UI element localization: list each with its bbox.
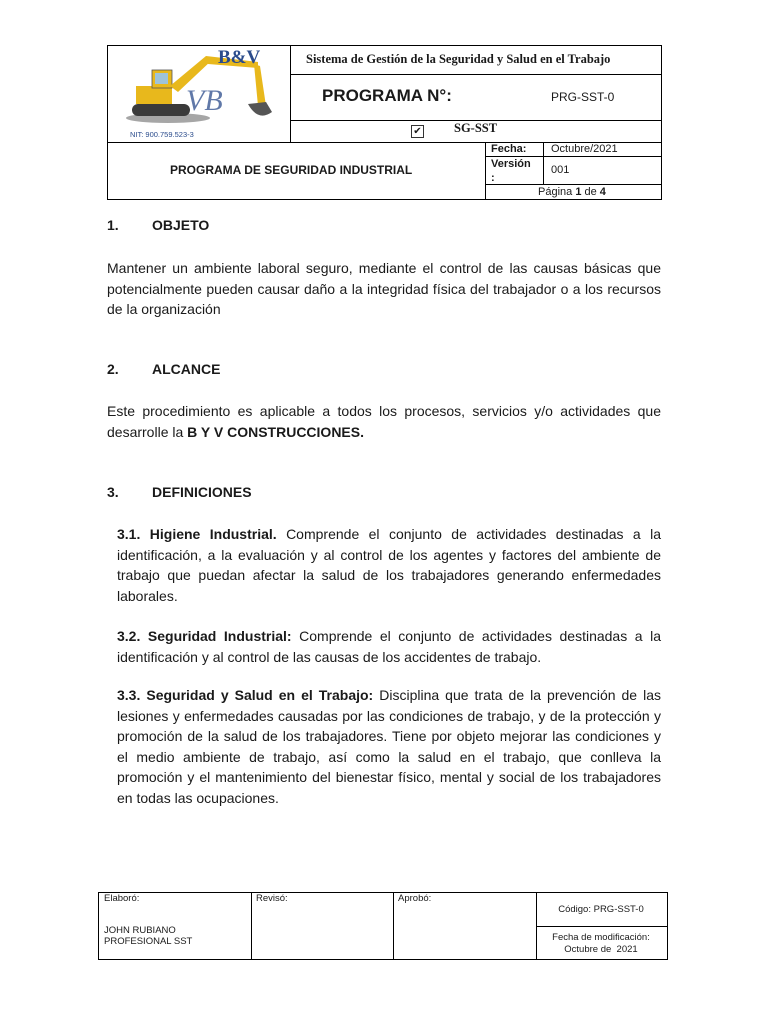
fecha-value: Octubre/2021 bbox=[551, 143, 618, 155]
modificacion-value: Octubre de 2021 bbox=[564, 944, 638, 955]
logo-monogram: VB bbox=[186, 84, 223, 117]
elaboro-role: PROFESIONAL SST bbox=[104, 936, 193, 947]
definition-item: 3.2. Seguridad Industrial: Comprende el conjunto de actividades destinadas a la identificación y al control de las causas de los accidentes de trabajo. bbox=[117, 628, 662, 665]
elaboro-label: Elaboró: bbox=[104, 893, 140, 904]
company-logo bbox=[108, 46, 290, 142]
section-heading-objeto: 1. OBJETO bbox=[107, 217, 210, 233]
programa-label: PROGRAMA N°: bbox=[322, 86, 452, 105]
objeto-paragraph: Mantener un ambiente laboral seguro, mediante el control de las causas básicas que potencialmente pueden causar daño a la integridad física del trabajador o a los recursos de la organización bbox=[107, 260, 661, 317]
company-name: B Y V CONSTRUCCIONES. bbox=[187, 423, 365, 440]
elaboro-name: JOHN RUBIANO bbox=[104, 925, 176, 936]
fecha-label: Fecha: bbox=[491, 143, 527, 155]
section-heading-alcance: 2. ALCANCE bbox=[107, 361, 221, 377]
logo-brand-text: B&V bbox=[218, 47, 261, 68]
codigo-value: Código: PRG-SST-0 bbox=[558, 904, 644, 915]
document-title: PROGRAMA DE SEGURIDAD INDUSTRIAL bbox=[170, 163, 413, 177]
aprobo-label: Aprobó: bbox=[398, 893, 432, 904]
logo-nit: NIT: 900.759.523-3 bbox=[130, 130, 194, 139]
definition-term: 3.3. Seguridad y Salud en el Trabajo: bbox=[117, 687, 374, 703]
checkmark-icon: ✔ bbox=[413, 126, 422, 137]
reviso-label: Revisó: bbox=[256, 893, 288, 904]
definition-item: 3.1. Higiene Industrial. Comprende el conjunto de actividades destinadas a la identificación, a la evaluación y al control de los agentes y factores del ambiente de trabajo que puedan afectar la salud de los trabajadores generando enfermedades laborales. bbox=[117, 526, 662, 604]
sg-sst-checkbox[interactable] bbox=[411, 125, 424, 138]
alcance-paragraph: Este procedimiento es aplicable a todos los procesos, servicios y/o actividades que desarrolle la B Y V CONSTRUCCIONES. bbox=[107, 403, 661, 440]
version-value: 001 bbox=[551, 164, 570, 176]
version-label: Versión : bbox=[491, 158, 531, 184]
programa-code: PRG-SST-0 bbox=[551, 90, 615, 104]
modificacion-label: Fecha de modificación: bbox=[552, 932, 650, 943]
sg-sst-label: SG-SST bbox=[454, 121, 498, 135]
definition-term: 3.1. Higiene Industrial. bbox=[117, 526, 277, 542]
definition-term: 3.2. Seguridad Industrial: bbox=[117, 628, 292, 644]
page-indicator: Página 1 de 4 bbox=[538, 186, 606, 198]
section-heading-definiciones: 3. DEFINICIONES bbox=[107, 484, 252, 500]
system-title: Sistema de Gestión de la Seguridad y Salud en el Trabajo bbox=[306, 52, 611, 66]
definition-item: 3.3. Seguridad y Salud en el Trabajo: Disciplina que trata de la prevención de las lesiones y enfermedades causadas por las condiciones de trabajo, y de la protección y promoción de la salud de los trabajadores. Tiene por objeto mejorar las condiciones y el medio ambiente de trabajo, así como la salud en el trabajo, que conlleva la promoción y el mantenimiento del bienestar físico, mental y social de los trabajadores en todas las ocupaciones. bbox=[117, 687, 661, 806]
